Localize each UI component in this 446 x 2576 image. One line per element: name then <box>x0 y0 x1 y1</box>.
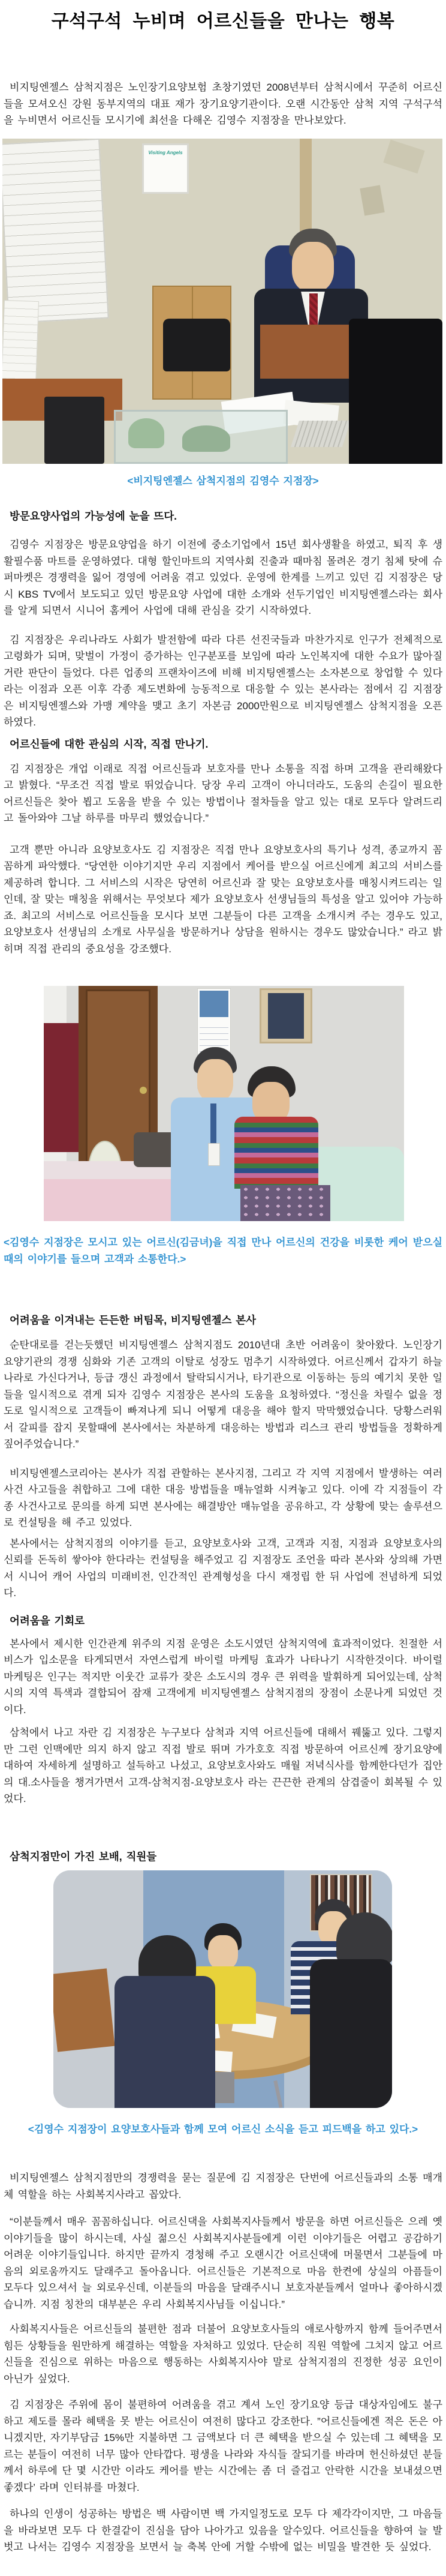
table-pedestal <box>214 2072 234 2103</box>
section-2-paragraph-1: 김 지점장은 개업 이래로 직접 어르신들과 보호자를 만나 소통을 직접 하며 고객을 관리해왔다고 밝혔다. “무조건 직접 발로 뛰었습니다. 당장 우리 고객이 아니더라도, 도움의 손길이 필요한 어르신들은 찾아 뵙고 도움을 받을 수 있는 방법이나 절차들을 알고 있는 대로 모두다 알려드리고 돌아와야 그날 하루를 마무리 했었습니다.” <box>4 763 442 824</box>
whiteboard <box>2 139 109 323</box>
caregiver-yellow-face <box>208 1935 238 1970</box>
briefcase <box>163 319 230 371</box>
framed-portrait <box>268 993 304 1039</box>
caregiver-navy-sweater <box>114 1976 215 2108</box>
pink-sheet <box>44 1179 183 1221</box>
printer <box>44 397 104 464</box>
section-5-paragraph-3: 사회복지사들은 어르신들의 불편한 점과 더불어 요양보호사들의 애로사항까지 함께 들어주면서 힘든 상황들을 원만하게 해결하는 역할을 자처하고 있었다. 단순히 직원 역할에 그치지 않고 어르신들을 진심으로 위하는 마음으로 행동하는 사회복지사야 말로 삼척지점의 진정한 성공 요인이 아닌가 싶었다. <box>4 2323 442 2385</box>
section-heading-2: 어르신들에 대한 관심의 시작, 직접 만나기. <box>10 737 209 750</box>
visiting-angels-sign <box>142 143 189 194</box>
photo-caption-2: <김영수 지점장은 모시고 있는 어르신(김금녀)을 직접 만나 어르신의 건강을 비롯한 케어 받으실 때의 이야기를 들으며 고객과 소통한다.> <box>4 1237 442 1265</box>
photo-home-visit <box>44 986 404 1221</box>
id-badge <box>208 1143 220 1166</box>
section-4-paragraph-1: 본사에서 제시한 인간관계 위주의 지점 운영은 소도시였던 삼척지역에 효과적이었다. 친절한 서비스가 입소문을 타게되면서 자연스럽게 바이럴 마케팅 효과가 나타나기 시작한것이다. 바이럴 마케팅은 인구는 적지만 이웃간 교류가 잦은 소도시의 경우 큰 위력을 발휘하게 되어있는데, 삼척시의 지역 특색과 결합되어 잠재 고객에게 비지팅엔젤스 삼척지점의 장점이 소문나게 되었던 것이다. <box>4 1638 442 1716</box>
lanyard <box>210 1103 216 1148</box>
caregiver-black-hair <box>336 1912 392 1965</box>
section-3-paragraph-1: 순탄대로를 걷는듯했던 비지팅엔젤스 삼척지점도 2010년대 초반 어려움이 찾아왔다. 노인장기요양기관의 경쟁 심화와 기존 고객의 이탈로 성장도 멈추기 시작하였다. 어르신께서 갑자기 하늘나라로 가신다거나, 등급 갱신 과정에서 탈락되시거나, 타기관으로 이동하는 등의 예기치 못한 일들을 일시적으로 겪게 되자 김영수 지점장은 본사의 도움을 요청하였다. “정신을 차릴수 없을 정도로 일시적으로 고객들이 빠져나게 되니 어떻게 대응을 해야 할지 막막했었습니다. 당황스러워서 갈피를 잡지 못할때에 본사에서는 차분하게 대응하는 방법과 리스크 관리 방법들을 정확하게 짚어주었습니다.” <box>4 1339 442 1450</box>
section-1-paragraph-2: 김 지점장은 우리나라도 사회가 발전함에 따라 다른 선진국들과 마찬가지로 인구가 전체적으로 고령화가 되며, 맞벌이 가정이 증가하는 인구분포를 보임에 따라 노인복지에 대한 수요가 많아질 거란 판단이 들었다. 다른 업종의 프랜차이즈에 비해 비지팅엔젤스는 소자본으로 창업할 수 있다라는 이점과 오픈 이후 각종 제도변화에 능동적으로 대응할 수 있는 본사라는 점에서 김 지점장은 비지팅엔젤스와 가맹 계약을 맺고 초기 자본금 2000만원으로 비지팅엔젤스 삼척지점을 오픈하였다. <box>4 634 442 728</box>
photo-caregiver-meeting <box>53 1870 392 2108</box>
red-cabinet <box>44 1023 81 1152</box>
section-5-paragraph-1: 비지팅엔젤스 삼척지점만의 경쟁력을 묻는 질문에 김 지점장은 단번에 어르신들과의 소통 매개체 역할을 하는 사회복지사라고 꼽았다. <box>4 2172 442 2200</box>
section-3-paragraph-3: 본사에서는 삼척지점의 이야기를 듣고, 요양보호사와 고객, 고객과 지점, 지점과 요양보호사의 신뢰를 돈독히 쌓아야 한다라는 컨설팅을 해주었고 김 지점장도 조언을 따라 본사와 상의해 가면서 시니어 캐어 사업의 미래비전, 인간적인 관계형성을 다시 재정립 한 뒤 사업에 전념하게 되었다. <box>4 1537 442 1599</box>
keyboard <box>291 421 351 447</box>
photo-office-interview <box>2 139 442 464</box>
article-title: 구석구석 누비며 어르신들을 만나는 행복 <box>51 11 395 31</box>
floral-skirt <box>240 1185 330 1221</box>
manager-face <box>197 1059 233 1102</box>
section-heading-4: 어려움을 기회로 <box>10 1614 85 1627</box>
section-2-paragraph-2: 고객 뿐만 아니라 요양보호사도 김 지점장은 직접 만나 요양보호사의 특기나 성격, 종교까지 꼼꼼하게 파악했다. “당연한 이야기지만 우리 지점에서 케어를 받으실 어르신에게 최고의 서비스를 제공하려 합니다. 그 서비스의 시작은 당연히 어르신과 잘 맞는 요양보호사를 매칭시켜드리는 일인데, 잘 맞는 매칭을 위해서는 무엇보다 제가 요양보호사 선생님들의 특성을 알고 있어야 가능하죠. 최고의 서비스로 어르신들을 모시다 보면 그분들이 다른 고객을 소개시켜 주는 경우도 있고, 요양보호사 선생님의 소개로 사무실을 방문하거나 상담을 원하시는 경우도 많았습니다.” 라고 밝히며 직접 관리의 중요성을 강조했다. <box>4 844 442 955</box>
patterned-blouse <box>234 1117 318 1189</box>
calendar-picture <box>200 991 228 1017</box>
section-5-paragraph-5: 하나의 인생이 성공하는 방법은 백 사람이면 백 가지일정도로 모두 다 제각각이지만, 그 마음들을 바라보면 모두 다 한결같이 진심을 담아 나아가고 있음을 알수있다. 어르신들을 향하여 늘 발벗고 나서는 김영수 지점장을 보면서 늘 축복 안에 거할 수밖에 없는 비밀을 발견한 듯 싶었다. <box>4 2508 442 2553</box>
wall-logo-decal <box>383 139 424 173</box>
section-heading-5: 삼척지점만이 가진 보배, 직원들 <box>10 1850 157 1863</box>
section-heading-1: 방문요양사업의 가능성에 눈을 뜨다. <box>10 510 177 522</box>
section-5-paragraph-4: 김 지점장은 주위에 몸이 불편하여 어려움을 겪고 계셔 노인 장기요양 등급 대상자임에도 불구하고 제도를 몰라 혜택을 못 받는 어르신이 여전히 많다고 강조한다. ”어르신들에겐 적은 돈은 아니겠지만, 자기부담금 15%만 지불하면 그 금액보다 더 큰 혜택을 받으실 수 있는데 그 혜택을 모르는 분들이 여전히 너무 많아 안타깝다. 평생을 나라와 자식들 잘되기를 바라며 헌신하셨던 분들께서 하루에 단 몇 시간만 이라도 케어를 받는 시간에는 좀 더 즐겁고 안락한 시간을 보내셨으면 좋겠다’ 라며 인터뷰를 마쳤다. <box>4 2399 442 2493</box>
section-1-paragraph-1: 김영수 지점장은 방문요양업을 하기 이전에 중소기업에서 15년 회사생활을 하였고, 퇴직 후 생활필수품 마트를 운영하였다. 대형 할인마트의 지역사회 진출과 때마침 몰려온 경기 침체 탓에 슈퍼마켓은 경쟁력을 잃어 경영에 어려움 겪고 있었다. 운영에 한계를 느끼고 있던 김 지점장은 당시 KBS TV에서 보도되고 있던 방문요양 사업에 대한 소개와 선두기업인 비지팅엔젤스라는 회사를 알게 되면서 시니어 홈케어 사업에 대해 관심을 갖기 시작하였다. <box>4 539 442 616</box>
intro-paragraph: 비지팅엔젤스 삼척지점은 노인장기요양보험 초창기였던 2008년부터 삼척시에서 꾸준히 어르신들을 모셔오신 강원 동부지역의 대표 재가 장기요양기관이다. 오랜 시간동안 삼척 지역 구석구석을 누비면서 어르신들 모시기에 최선을 다해온 김영수 지점장을 만나보았다. <box>4 82 442 126</box>
visiting-angels-sign-text: Visiting Angels <box>148 149 183 155</box>
photo-caption-1: <비지팅엔젤스 삼척지점의 김영수 지점장> <box>127 475 319 487</box>
side-desk <box>53 1968 115 2052</box>
section-3-paragraph-2: 비지팅엔젤스코리아는 본사가 직접 관할하는 본사지점, 그리고 각 지역 지점에서 발생하는 여러 사건 사고들을 취합하고 그에 대한 대응 방법들을 매뉴얼화 시켜놓고 있다. 이에 각 지점들이 각종 사건사고로 문의를 하게 되면 본사에는 해결방안 매뉴얼을 공유하고, 각 상황에 맞는 솔루션으로 컨설팅을 해 주고 있었다. <box>4 1467 442 1528</box>
monitor-back <box>349 319 442 464</box>
photo-caption-3: <김영수 지점장이 요양보호사들과 함께 모여 어르신 소식을 듣고 피드백을 하고 있다.> <box>28 2123 418 2135</box>
aquarium <box>114 410 288 464</box>
section-4-paragraph-2: 삼척에서 나고 자란 김 지점장은 누구보다 삼척과 지역 어르신들에 대해서 꿰뚫고 있다. 그렇지만 그런 인맥에만 의지 하지 않고 직접 발로 뛰며 가가호호 직접 방문하여 어르신께 장기요양에 대하여 자세하게 설명하고 설득하고 나섰고, 요양보호사와도 매월 저녁식사를 함께한다던가 집안의 대.소사들을 챙겨가면서 고객-삼척지점-요양보호사 라는 끈끈한 관계의 삼겹줄이 회복될 수 있었다. <box>4 1727 442 1804</box>
door-knob <box>140 1087 147 1094</box>
caregiver-black-jacket <box>310 1959 392 2108</box>
manager-face <box>292 242 334 292</box>
section-5-paragraph-2: “이분들께서 매우 꼼꼼하십니다. 어르신댁을 사회복지사들께서 방문을 하면 어르신들은 으레 옛 이야기들을 많이 하시는데, 사실 젊으신 사회복지사분들에게 이런 이야기들은 어렵고 공감하기 어려운 이야기들입니다. 하지만 끝까지 경청해 주고 오랜시간 어르신댁에 머물면서 그분들에 마음의 외로움까지도 달래주고 돌아옵니다. 어르신들은 기본적으로 마음 한켠에 상실의 아픔들이 모두다 있으셔서 늘 외로우신데, 이분들의 마음을 달래주시니 보호자분들께서 얼마나 좋아하시겠습니까. 지점 칭찬의 대부분은 우리 사회복지사님들 이십니다.” <box>4 2216 442 2310</box>
wall-letter-decal <box>360 185 384 215</box>
section-heading-3: 어려움을 이겨내는 든든한 버팀목, 비지팅엔젤스 본사 <box>10 1314 257 1326</box>
